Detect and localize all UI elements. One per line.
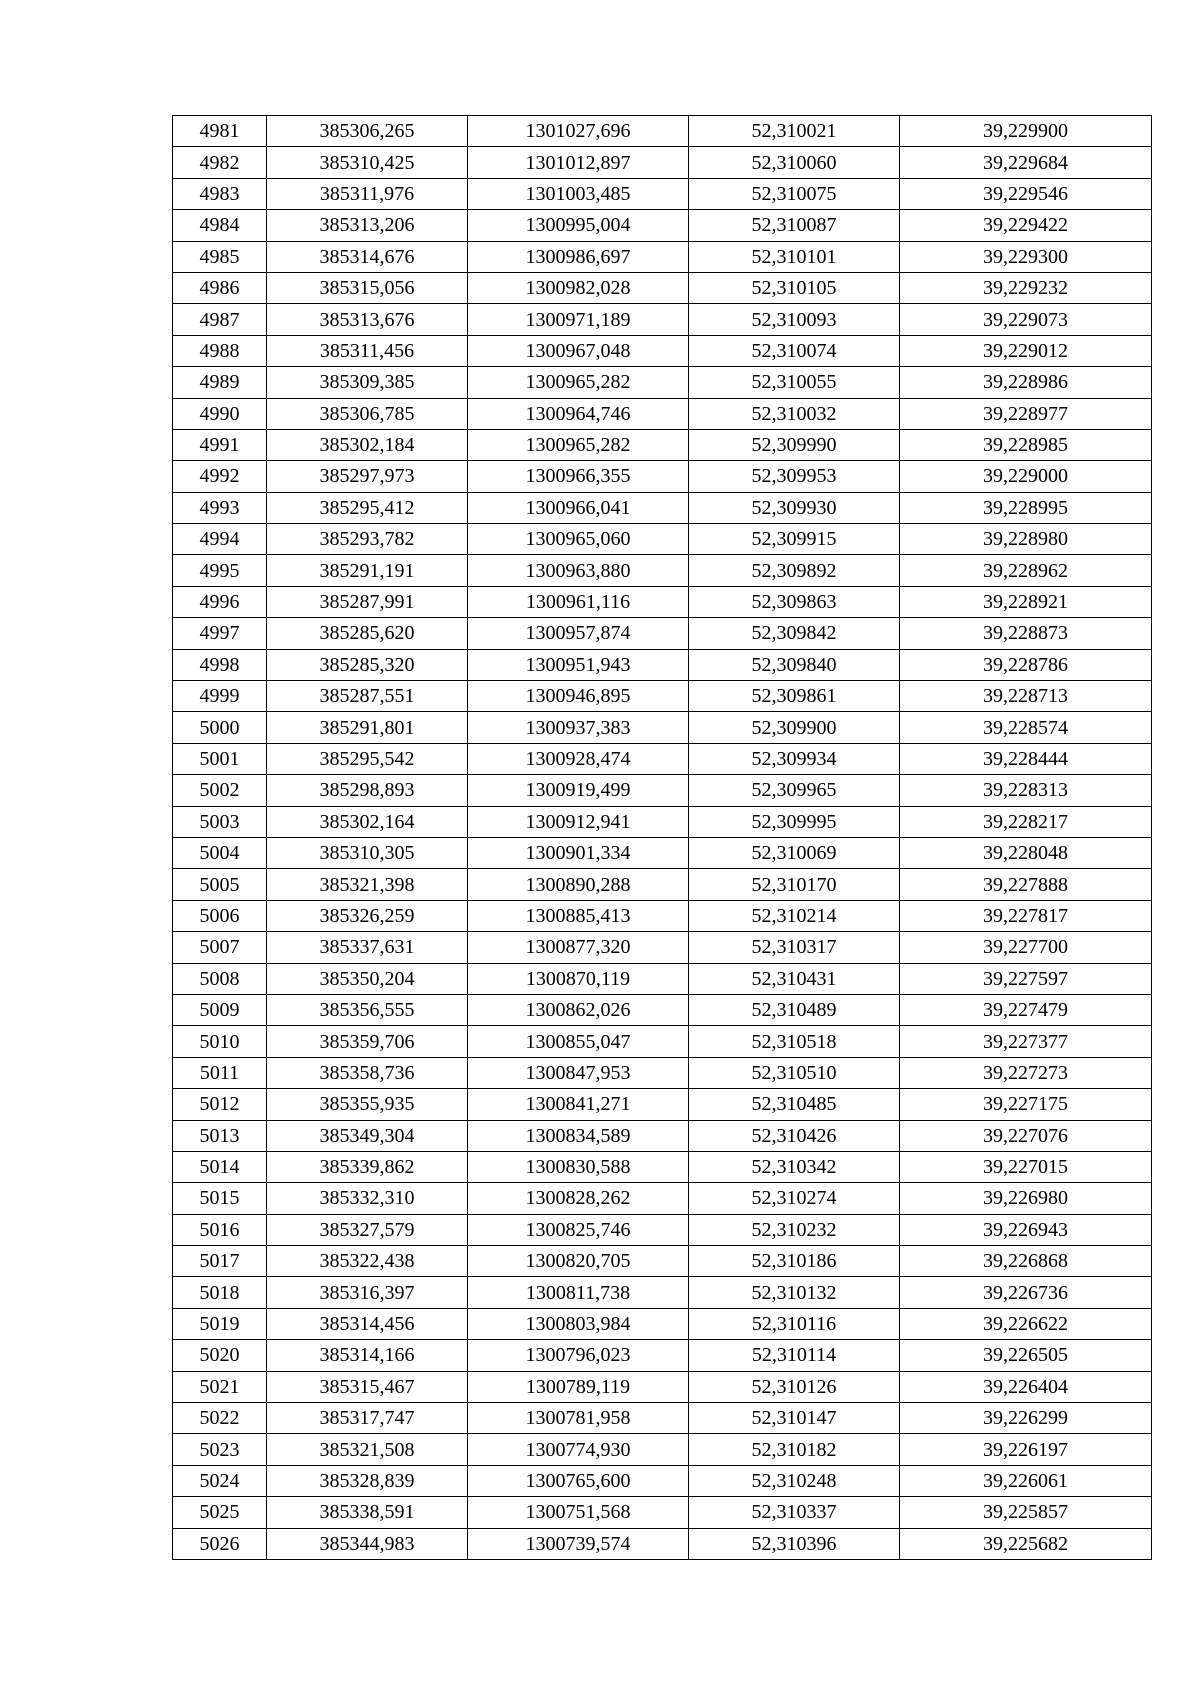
- y-coordinate-cell: 1300982,028: [468, 272, 689, 303]
- longitude-cell: 39,228977: [900, 398, 1152, 429]
- table-row: [173, 1120, 1152, 1151]
- x-coordinate-cell: 385298,893: [267, 775, 468, 806]
- point-number-cell: 5018: [173, 1277, 267, 1308]
- point-number-cell: 5026: [173, 1528, 267, 1559]
- longitude-cell: 39,228986: [900, 367, 1152, 398]
- longitude-cell: 39,227479: [900, 994, 1152, 1025]
- table-row: [173, 241, 1152, 272]
- table-row: [173, 1434, 1152, 1465]
- y-coordinate-cell: 1300855,047: [468, 1026, 689, 1057]
- longitude-cell: 39,229546: [900, 178, 1152, 209]
- point-number-cell: 5013: [173, 1120, 267, 1151]
- longitude-cell: 39,229684: [900, 147, 1152, 178]
- table-row: [173, 1183, 1152, 1214]
- y-coordinate-cell: 1300901,334: [468, 837, 689, 868]
- table-row: [173, 963, 1152, 994]
- y-coordinate-cell: 1300820,705: [468, 1246, 689, 1277]
- point-number-cell: 5017: [173, 1246, 267, 1277]
- y-coordinate-cell: 1300965,282: [468, 367, 689, 398]
- y-coordinate-cell: 1300966,355: [468, 461, 689, 492]
- x-coordinate-cell: 385297,973: [267, 461, 468, 492]
- x-coordinate-cell: 385309,385: [267, 367, 468, 398]
- y-coordinate-cell: 1300967,048: [468, 335, 689, 366]
- y-coordinate-cell: 1300834,589: [468, 1120, 689, 1151]
- x-coordinate-cell: 385314,166: [267, 1340, 468, 1371]
- table-row: [173, 1277, 1152, 1308]
- x-coordinate-cell: 385291,191: [267, 555, 468, 586]
- x-coordinate-cell: 385314,456: [267, 1308, 468, 1339]
- point-number-cell: 4984: [173, 210, 267, 241]
- table-row: [173, 429, 1152, 460]
- table-row: [173, 335, 1152, 366]
- longitude-cell: 39,226404: [900, 1371, 1152, 1402]
- latitude-cell: 52,310093: [689, 304, 900, 335]
- y-coordinate-cell: 1301027,696: [468, 116, 689, 147]
- table-row: [173, 681, 1152, 712]
- coordinates-table: [172, 115, 1152, 1560]
- longitude-cell: 39,226736: [900, 1277, 1152, 1308]
- longitude-cell: 39,228786: [900, 649, 1152, 680]
- point-number-cell: 5019: [173, 1308, 267, 1339]
- x-coordinate-cell: 385302,164: [267, 806, 468, 837]
- point-number-cell: 4991: [173, 429, 267, 460]
- x-coordinate-cell: 385311,456: [267, 335, 468, 366]
- latitude-cell: 52,310518: [689, 1026, 900, 1057]
- x-coordinate-cell: 385295,542: [267, 743, 468, 774]
- longitude-cell: 39,228995: [900, 492, 1152, 523]
- y-coordinate-cell: 1300789,119: [468, 1371, 689, 1402]
- x-coordinate-cell: 385311,976: [267, 178, 468, 209]
- table-row: [173, 272, 1152, 303]
- latitude-cell: 52,310069: [689, 837, 900, 868]
- point-number-cell: 5010: [173, 1026, 267, 1057]
- point-number-cell: 4996: [173, 586, 267, 617]
- longitude-cell: 39,226061: [900, 1465, 1152, 1496]
- latitude-cell: 52,310126: [689, 1371, 900, 1402]
- point-number-cell: 5014: [173, 1151, 267, 1182]
- table-row: [173, 775, 1152, 806]
- x-coordinate-cell: 385321,508: [267, 1434, 468, 1465]
- point-number-cell: 5015: [173, 1183, 267, 1214]
- latitude-cell: 52,309915: [689, 524, 900, 555]
- y-coordinate-cell: 1300946,895: [468, 681, 689, 712]
- table-row: [173, 743, 1152, 774]
- table-row: [173, 1528, 1152, 1559]
- longitude-cell: 39,228985: [900, 429, 1152, 460]
- longitude-cell: 39,227273: [900, 1057, 1152, 1088]
- table-row: [173, 1465, 1152, 1496]
- x-coordinate-cell: 385350,204: [267, 963, 468, 994]
- point-number-cell: 5020: [173, 1340, 267, 1371]
- longitude-cell: 39,227700: [900, 932, 1152, 963]
- point-number-cell: 4997: [173, 618, 267, 649]
- latitude-cell: 52,310147: [689, 1403, 900, 1434]
- longitude-cell: 39,229900: [900, 116, 1152, 147]
- latitude-cell: 52,309934: [689, 743, 900, 774]
- table-row: [173, 555, 1152, 586]
- point-number-cell: 4983: [173, 178, 267, 209]
- x-coordinate-cell: 385293,782: [267, 524, 468, 555]
- y-coordinate-cell: 1300774,930: [468, 1434, 689, 1465]
- longitude-cell: 39,226299: [900, 1403, 1152, 1434]
- point-number-cell: 4994: [173, 524, 267, 555]
- table-row: [173, 1371, 1152, 1402]
- point-number-cell: 5011: [173, 1057, 267, 1088]
- latitude-cell: 52,310485: [689, 1089, 900, 1120]
- y-coordinate-cell: 1300965,060: [468, 524, 689, 555]
- table-row: [173, 837, 1152, 868]
- latitude-cell: 52,310248: [689, 1465, 900, 1496]
- longitude-cell: 39,229012: [900, 335, 1152, 366]
- table-row: [173, 1497, 1152, 1528]
- y-coordinate-cell: 1300825,746: [468, 1214, 689, 1245]
- longitude-cell: 39,227377: [900, 1026, 1152, 1057]
- point-number-cell: 5024: [173, 1465, 267, 1496]
- table-row: [173, 649, 1152, 680]
- x-coordinate-cell: 385313,206: [267, 210, 468, 241]
- table-row: [173, 524, 1152, 555]
- point-number-cell: 5002: [173, 775, 267, 806]
- x-coordinate-cell: 385322,438: [267, 1246, 468, 1277]
- longitude-cell: 39,227597: [900, 963, 1152, 994]
- y-coordinate-cell: 1300964,746: [468, 398, 689, 429]
- latitude-cell: 52,310032: [689, 398, 900, 429]
- table-row: [173, 1057, 1152, 1088]
- latitude-cell: 52,310060: [689, 147, 900, 178]
- x-coordinate-cell: 385285,320: [267, 649, 468, 680]
- latitude-cell: 52,310337: [689, 1497, 900, 1528]
- point-number-cell: 5004: [173, 837, 267, 868]
- latitude-cell: 52,310087: [689, 210, 900, 241]
- latitude-cell: 52,309953: [689, 461, 900, 492]
- table-row: [173, 994, 1152, 1025]
- longitude-cell: 39,226980: [900, 1183, 1152, 1214]
- x-coordinate-cell: 385302,184: [267, 429, 468, 460]
- latitude-cell: 52,310274: [689, 1183, 900, 1214]
- table-row: [173, 1026, 1152, 1057]
- latitude-cell: 52,310426: [689, 1120, 900, 1151]
- y-coordinate-cell: 1300751,568: [468, 1497, 689, 1528]
- y-coordinate-cell: 1300966,041: [468, 492, 689, 523]
- longitude-cell: 39,228921: [900, 586, 1152, 617]
- table-row: [173, 304, 1152, 335]
- latitude-cell: 52,310021: [689, 116, 900, 147]
- longitude-cell: 39,225682: [900, 1528, 1152, 1559]
- y-coordinate-cell: 1300963,880: [468, 555, 689, 586]
- y-coordinate-cell: 1300781,958: [468, 1403, 689, 1434]
- table-row: [173, 116, 1152, 147]
- point-number-cell: 4999: [173, 681, 267, 712]
- x-coordinate-cell: 385306,785: [267, 398, 468, 429]
- x-coordinate-cell: 385317,747: [267, 1403, 468, 1434]
- y-coordinate-cell: 1300912,941: [468, 806, 689, 837]
- y-coordinate-cell: 1301012,897: [468, 147, 689, 178]
- x-coordinate-cell: 385321,398: [267, 869, 468, 900]
- table-row: [173, 367, 1152, 398]
- y-coordinate-cell: 1300995,004: [468, 210, 689, 241]
- y-coordinate-cell: 1300957,874: [468, 618, 689, 649]
- y-coordinate-cell: 1300951,943: [468, 649, 689, 680]
- point-number-cell: 4985: [173, 241, 267, 272]
- x-coordinate-cell: 385355,935: [267, 1089, 468, 1120]
- table-row: [173, 869, 1152, 900]
- y-coordinate-cell: 1300841,271: [468, 1089, 689, 1120]
- y-coordinate-cell: 1300885,413: [468, 900, 689, 931]
- x-coordinate-cell: 385349,304: [267, 1120, 468, 1151]
- y-coordinate-cell: 1301003,485: [468, 178, 689, 209]
- table-row: [173, 900, 1152, 931]
- y-coordinate-cell: 1300971,189: [468, 304, 689, 335]
- latitude-cell: 52,309995: [689, 806, 900, 837]
- longitude-cell: 39,226943: [900, 1214, 1152, 1245]
- y-coordinate-cell: 1300765,600: [468, 1465, 689, 1496]
- latitude-cell: 52,309965: [689, 775, 900, 806]
- y-coordinate-cell: 1300961,116: [468, 586, 689, 617]
- latitude-cell: 52,310317: [689, 932, 900, 963]
- latitude-cell: 52,309930: [689, 492, 900, 523]
- y-coordinate-cell: 1300937,383: [468, 712, 689, 743]
- latitude-cell: 52,309842: [689, 618, 900, 649]
- longitude-cell: 39,227015: [900, 1151, 1152, 1182]
- latitude-cell: 52,310105: [689, 272, 900, 303]
- longitude-cell: 39,226505: [900, 1340, 1152, 1371]
- latitude-cell: 52,310170: [689, 869, 900, 900]
- point-number-cell: 5006: [173, 900, 267, 931]
- point-number-cell: 5003: [173, 806, 267, 837]
- y-coordinate-cell: 1300847,953: [468, 1057, 689, 1088]
- coordinates-table-body: [173, 116, 1152, 1560]
- x-coordinate-cell: 385316,397: [267, 1277, 468, 1308]
- x-coordinate-cell: 385310,305: [267, 837, 468, 868]
- longitude-cell: 39,226868: [900, 1246, 1152, 1277]
- x-coordinate-cell: 385332,310: [267, 1183, 468, 1214]
- latitude-cell: 52,310510: [689, 1057, 900, 1088]
- point-number-cell: 5021: [173, 1371, 267, 1402]
- point-number-cell: 5009: [173, 994, 267, 1025]
- longitude-cell: 39,227888: [900, 869, 1152, 900]
- table-row: [173, 806, 1152, 837]
- point-number-cell: 4987: [173, 304, 267, 335]
- y-coordinate-cell: 1300803,984: [468, 1308, 689, 1339]
- point-number-cell: 5008: [173, 963, 267, 994]
- y-coordinate-cell: 1300830,588: [468, 1151, 689, 1182]
- point-number-cell: 4995: [173, 555, 267, 586]
- point-number-cell: 4981: [173, 116, 267, 147]
- latitude-cell: 52,309892: [689, 555, 900, 586]
- table-row: [173, 1246, 1152, 1277]
- latitude-cell: 52,310489: [689, 994, 900, 1025]
- latitude-cell: 52,310342: [689, 1151, 900, 1182]
- x-coordinate-cell: 385327,579: [267, 1214, 468, 1245]
- longitude-cell: 39,228962: [900, 555, 1152, 586]
- x-coordinate-cell: 385339,862: [267, 1151, 468, 1182]
- point-number-cell: 5016: [173, 1214, 267, 1245]
- x-coordinate-cell: 385344,983: [267, 1528, 468, 1559]
- longitude-cell: 39,229422: [900, 210, 1152, 241]
- latitude-cell: 52,310116: [689, 1308, 900, 1339]
- point-number-cell: 5001: [173, 743, 267, 774]
- point-number-cell: 4993: [173, 492, 267, 523]
- table-row: [173, 1151, 1152, 1182]
- y-coordinate-cell: 1300890,288: [468, 869, 689, 900]
- point-number-cell: 4986: [173, 272, 267, 303]
- latitude-cell: 52,309863: [689, 586, 900, 617]
- y-coordinate-cell: 1300928,474: [468, 743, 689, 774]
- point-number-cell: 4988: [173, 335, 267, 366]
- point-number-cell: 5012: [173, 1089, 267, 1120]
- point-number-cell: 4990: [173, 398, 267, 429]
- table-row: [173, 586, 1152, 617]
- longitude-cell: 39,228713: [900, 681, 1152, 712]
- latitude-cell: 52,310074: [689, 335, 900, 366]
- table-row: [173, 1214, 1152, 1245]
- point-number-cell: 5005: [173, 869, 267, 900]
- latitude-cell: 52,310055: [689, 367, 900, 398]
- table-row: [173, 147, 1152, 178]
- point-number-cell: 4992: [173, 461, 267, 492]
- longitude-cell: 39,229000: [900, 461, 1152, 492]
- x-coordinate-cell: 385291,801: [267, 712, 468, 743]
- longitude-cell: 39,226197: [900, 1434, 1152, 1465]
- latitude-cell: 52,309840: [689, 649, 900, 680]
- y-coordinate-cell: 1300870,119: [468, 963, 689, 994]
- x-coordinate-cell: 385358,736: [267, 1057, 468, 1088]
- y-coordinate-cell: 1300862,026: [468, 994, 689, 1025]
- x-coordinate-cell: 385313,676: [267, 304, 468, 335]
- longitude-cell: 39,228217: [900, 806, 1152, 837]
- longitude-cell: 39,228574: [900, 712, 1152, 743]
- table-row: [173, 1308, 1152, 1339]
- longitude-cell: 39,228444: [900, 743, 1152, 774]
- latitude-cell: 52,309900: [689, 712, 900, 743]
- latitude-cell: 52,310182: [689, 1434, 900, 1465]
- table-row: [173, 398, 1152, 429]
- latitude-cell: 52,310075: [689, 178, 900, 209]
- longitude-cell: 39,228048: [900, 837, 1152, 868]
- longitude-cell: 39,227076: [900, 1120, 1152, 1151]
- point-number-cell: 5007: [173, 932, 267, 963]
- longitude-cell: 39,226622: [900, 1308, 1152, 1339]
- latitude-cell: 52,310114: [689, 1340, 900, 1371]
- latitude-cell: 52,310232: [689, 1214, 900, 1245]
- x-coordinate-cell: 385310,425: [267, 147, 468, 178]
- y-coordinate-cell: 1300986,697: [468, 241, 689, 272]
- table-row: [173, 178, 1152, 209]
- x-coordinate-cell: 385326,259: [267, 900, 468, 931]
- y-coordinate-cell: 1300965,282: [468, 429, 689, 460]
- longitude-cell: 39,229300: [900, 241, 1152, 272]
- longitude-cell: 39,225857: [900, 1497, 1152, 1528]
- latitude-cell: 52,310431: [689, 963, 900, 994]
- x-coordinate-cell: 385285,620: [267, 618, 468, 649]
- x-coordinate-cell: 385306,265: [267, 116, 468, 147]
- latitude-cell: 52,310186: [689, 1246, 900, 1277]
- x-coordinate-cell: 385315,056: [267, 272, 468, 303]
- x-coordinate-cell: 385315,467: [267, 1371, 468, 1402]
- y-coordinate-cell: 1300828,262: [468, 1183, 689, 1214]
- table-row: [173, 461, 1152, 492]
- x-coordinate-cell: 385295,412: [267, 492, 468, 523]
- table-row: [173, 712, 1152, 743]
- table-row: [173, 618, 1152, 649]
- x-coordinate-cell: 385359,706: [267, 1026, 468, 1057]
- x-coordinate-cell: 385314,676: [267, 241, 468, 272]
- table-row: [173, 1340, 1152, 1371]
- point-number-cell: 4998: [173, 649, 267, 680]
- y-coordinate-cell: 1300739,574: [468, 1528, 689, 1559]
- longitude-cell: 39,227817: [900, 900, 1152, 931]
- latitude-cell: 52,309990: [689, 429, 900, 460]
- y-coordinate-cell: 1300877,320: [468, 932, 689, 963]
- x-coordinate-cell: 385356,555: [267, 994, 468, 1025]
- y-coordinate-cell: 1300919,499: [468, 775, 689, 806]
- point-number-cell: 5025: [173, 1497, 267, 1528]
- point-number-cell: 4989: [173, 367, 267, 398]
- table-row: [173, 1089, 1152, 1120]
- x-coordinate-cell: 385287,551: [267, 681, 468, 712]
- x-coordinate-cell: 385287,991: [267, 586, 468, 617]
- longitude-cell: 39,228313: [900, 775, 1152, 806]
- table-row: [173, 932, 1152, 963]
- longitude-cell: 39,228873: [900, 618, 1152, 649]
- x-coordinate-cell: 385338,591: [267, 1497, 468, 1528]
- point-number-cell: 5022: [173, 1403, 267, 1434]
- longitude-cell: 39,227175: [900, 1089, 1152, 1120]
- longitude-cell: 39,229073: [900, 304, 1152, 335]
- table-row: [173, 492, 1152, 523]
- y-coordinate-cell: 1300796,023: [468, 1340, 689, 1371]
- x-coordinate-cell: 385328,839: [267, 1465, 468, 1496]
- latitude-cell: 52,310132: [689, 1277, 900, 1308]
- table-row: [173, 1403, 1152, 1434]
- x-coordinate-cell: 385337,631: [267, 932, 468, 963]
- point-number-cell: 4982: [173, 147, 267, 178]
- point-number-cell: 5000: [173, 712, 267, 743]
- table-row: [173, 210, 1152, 241]
- longitude-cell: 39,228980: [900, 524, 1152, 555]
- latitude-cell: 52,310396: [689, 1528, 900, 1559]
- latitude-cell: 52,310214: [689, 900, 900, 931]
- y-coordinate-cell: 1300811,738: [468, 1277, 689, 1308]
- latitude-cell: 52,309861: [689, 681, 900, 712]
- longitude-cell: 39,229232: [900, 272, 1152, 303]
- latitude-cell: 52,310101: [689, 241, 900, 272]
- point-number-cell: 5023: [173, 1434, 267, 1465]
